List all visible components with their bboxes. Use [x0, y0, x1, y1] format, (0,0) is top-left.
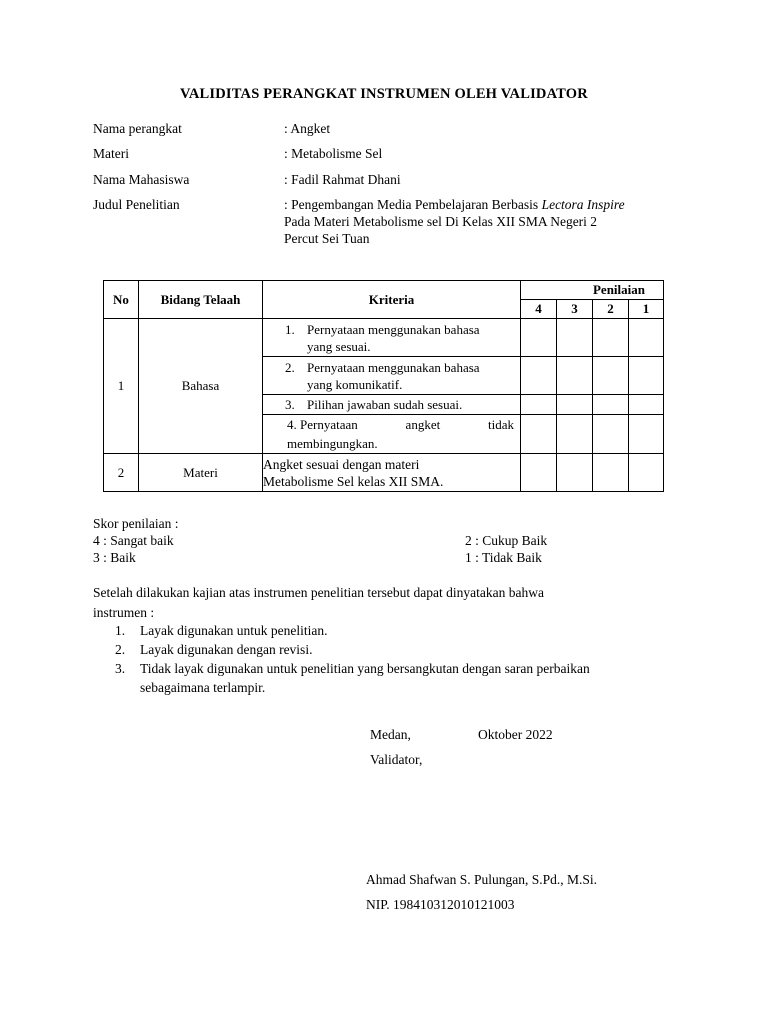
judul-italic-text: Lectora Inspire	[541, 197, 625, 212]
conclusion-paragraph	[93, 583, 673, 623]
option-text-line2: sebagaimana terlampir.	[140, 680, 266, 695]
criteria-text-line1: Pilihan jawaban sudah sesuai.	[307, 397, 463, 412]
criteria-text-line1: Pernyataan menggunakan bahasa	[307, 359, 480, 375]
judul-line2-text: Pada Materi Metabolisme sel Di Kelas XII SMA Negeri 2	[284, 214, 598, 229]
option-number: 1.	[115, 623, 126, 638]
row-no-1: 1	[104, 319, 139, 454]
option-text: Tidak layak digunakan untuk penelitian yang bersangkutan dengan saran perbaikan	[140, 661, 590, 676]
meta-label: Judul Penelitian	[93, 197, 180, 212]
meta-value: : Fadil Rahmat Dhani	[284, 172, 401, 187]
criteria-text-line2: yang sesuai.	[307, 338, 371, 354]
score-cell[interactable]	[557, 415, 593, 454]
meta-value: : Angket	[284, 121, 331, 136]
score-legend-heading: Skor penilaian :	[93, 516, 179, 531]
score-cell[interactable]	[557, 319, 593, 357]
score-cell[interactable]	[557, 357, 593, 395]
score-cell[interactable]	[593, 454, 629, 492]
criteria-word: angket	[405, 417, 441, 432]
header-kriteria: Kriteria	[263, 281, 521, 319]
score-legend-item: 2 : Cukup Baik	[465, 533, 548, 548]
criteria-number: 2.	[285, 359, 295, 375]
criteria-text-line2: yang komunikatif.	[307, 376, 403, 392]
meta-label: Nama Mahasiswa	[93, 172, 190, 187]
score-cell[interactable]	[557, 454, 593, 492]
criteria-text-line1: Pernyataan menggunakan bahasa	[307, 321, 480, 337]
score-cell[interactable]	[557, 395, 593, 415]
score-cell[interactable]	[521, 357, 557, 395]
criteria-number: 1.	[285, 321, 295, 337]
signature-city: Medan,	[370, 727, 411, 742]
conclusion-line2: instrumen :	[93, 605, 155, 620]
score-cell[interactable]	[629, 454, 664, 492]
criteria-cell-4	[263, 415, 521, 454]
score-cell[interactable]	[593, 319, 629, 357]
score-legend-item: 4 : Sangat baik	[93, 533, 174, 548]
header-score-4: 4	[521, 300, 557, 319]
score-legend-item: 1 : Tidak Baik	[465, 550, 542, 565]
row-bidang-materi: Materi	[139, 454, 263, 492]
score-cell[interactable]	[593, 415, 629, 454]
option-number: 2.	[115, 642, 126, 657]
criteria-table	[103, 280, 664, 492]
criteria-word: Pernyataan	[300, 417, 358, 432]
judul-line1-text: : Pengembangan Media Pembelajaran Berbasis	[284, 197, 542, 212]
conclusion-line1: Setelah dilakukan kajian atas instrumen penelitian tersebut dapat dinyatakan bahwa	[93, 585, 544, 600]
criteria-text-line2: membingungkan.	[287, 436, 378, 451]
criteria-text-line1: Angket sesuai dengan materi	[263, 456, 420, 472]
score-cell[interactable]	[521, 454, 557, 492]
criteria-cell-1	[263, 319, 521, 357]
signature-nip: NIP. 198410312010121003	[366, 897, 515, 912]
criteria-text-line2: Metabolisme Sel kelas XII SMA.	[263, 473, 444, 489]
criteria-word: tidak	[487, 417, 514, 432]
criteria-cell-materi	[263, 454, 521, 492]
meta-row-judul-penelitian	[93, 196, 693, 248]
meta-value: : Metabolisme Sel	[284, 146, 383, 161]
criteria-cell-2	[263, 357, 521, 395]
option-text: Layak digunakan untuk penelitian.	[140, 623, 328, 638]
score-cell[interactable]	[521, 415, 557, 454]
header-no: No	[104, 281, 139, 319]
document-title: VALIDITAS PERANGKAT INSTRUMEN OLEH VALIDATOR	[180, 86, 588, 102]
score-legend-item: 3 : Baik	[93, 550, 136, 565]
header-score-1: 1	[629, 300, 664, 319]
criteria-number: 4.	[287, 417, 297, 432]
header-bidang-telaah: Bidang Telaah	[139, 281, 263, 319]
row-bidang-bahasa: Bahasa	[139, 319, 263, 454]
score-cell[interactable]	[521, 395, 557, 415]
signature-role: Validator,	[370, 752, 423, 767]
judul-line3-text: Percut Sei Tuan	[284, 231, 370, 246]
score-cell[interactable]	[629, 415, 664, 454]
signature-date: Oktober 2022	[478, 727, 553, 742]
score-cell[interactable]	[521, 319, 557, 357]
score-cell[interactable]	[593, 395, 629, 415]
meta-value	[284, 196, 684, 247]
option-text: Layak digunakan dengan revisi.	[140, 642, 313, 657]
header-score-3: 3	[557, 300, 593, 319]
criteria-number-word	[287, 415, 358, 434]
score-cell[interactable]	[593, 357, 629, 395]
option-number: 3.	[115, 661, 126, 676]
score-cell[interactable]	[629, 319, 664, 357]
score-cell[interactable]	[629, 357, 664, 395]
score-cell[interactable]	[629, 395, 664, 415]
criteria-number: 3.	[285, 397, 295, 412]
row-no-2: 2	[104, 454, 139, 492]
meta-label: Materi	[93, 146, 129, 161]
criteria-cell-3	[263, 395, 521, 415]
meta-label: Nama perangkat	[93, 121, 182, 136]
header-score-2: 2	[593, 300, 629, 319]
signature-name: Ahmad Shafwan S. Pulungan, S.Pd., M.Si.	[366, 872, 598, 887]
header-penilaian: Penilaian	[521, 281, 664, 300]
